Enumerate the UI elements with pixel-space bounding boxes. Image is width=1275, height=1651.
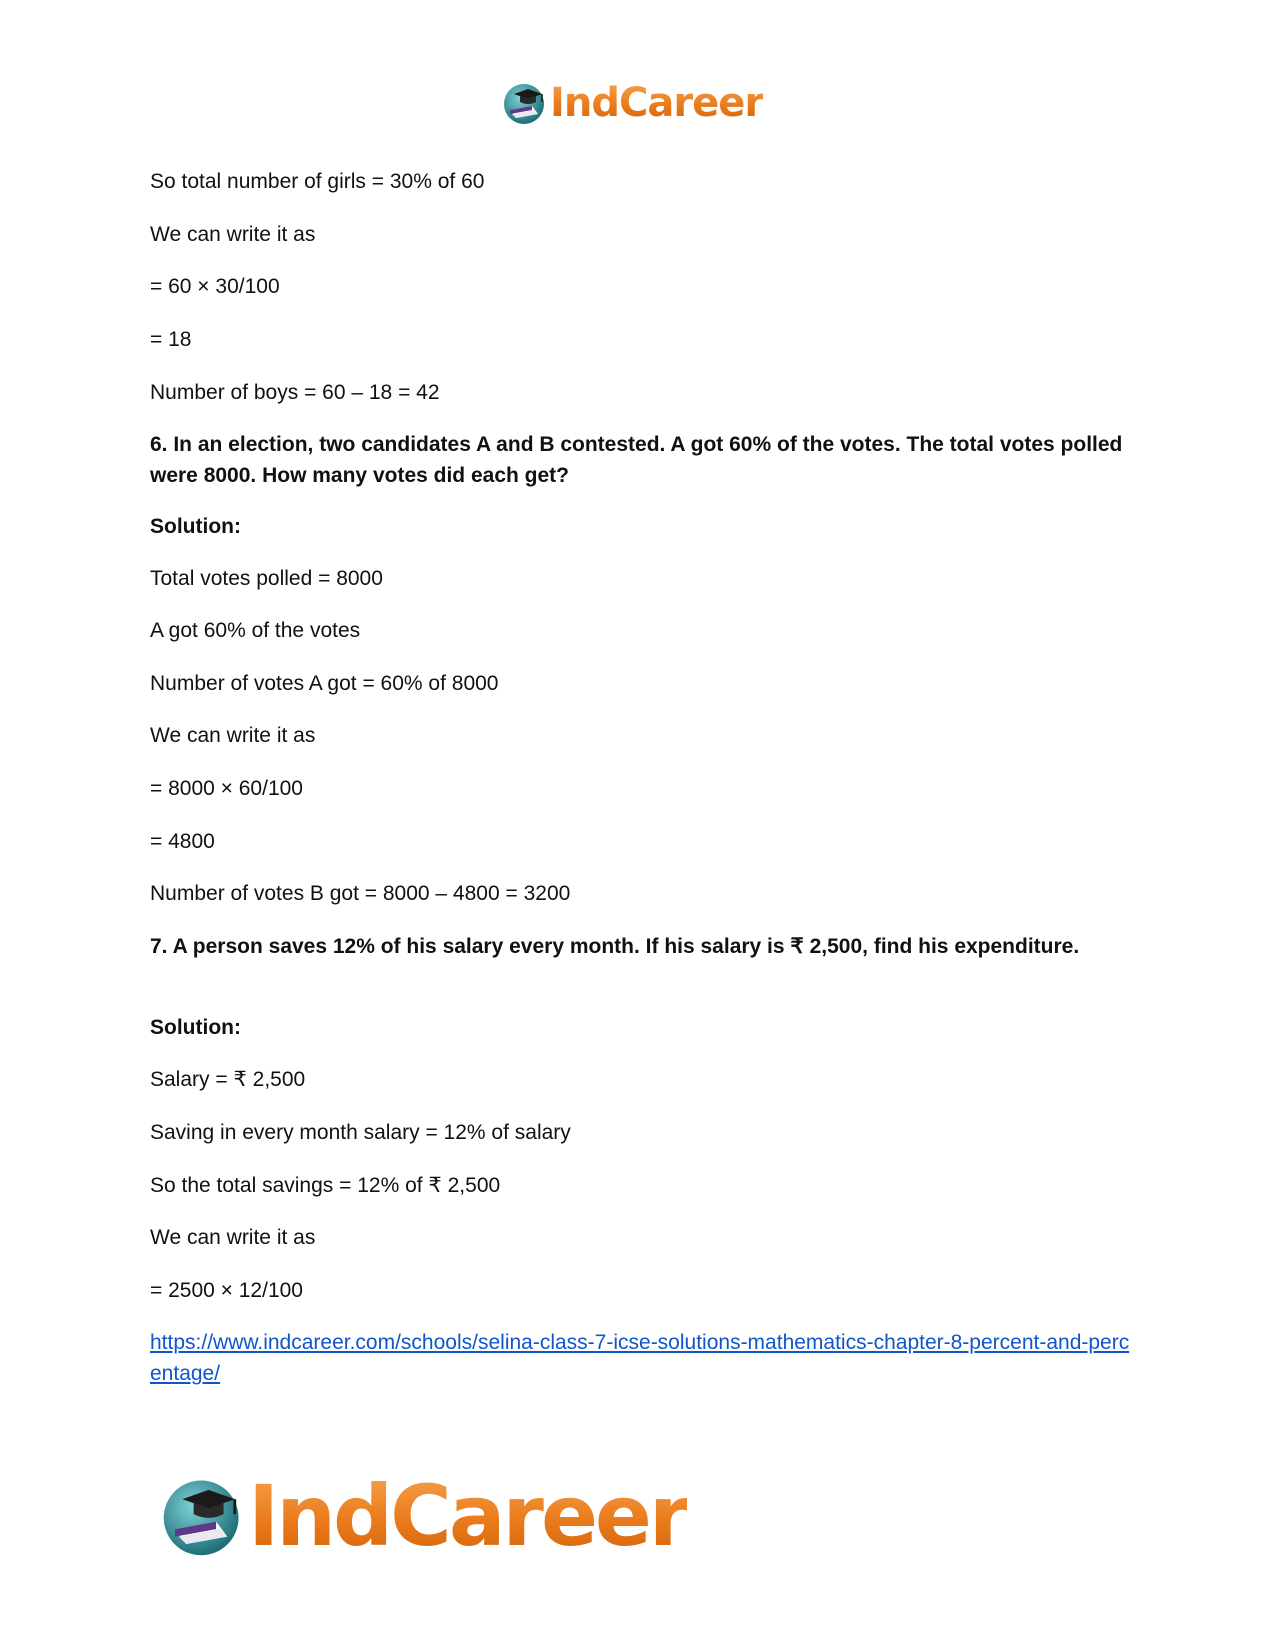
text-line: = 8000 × 60/100	[150, 777, 303, 800]
text-line: We can write it as	[150, 223, 316, 246]
question-7: 7. A person saves 12% of his salary every month. If his salary is ₹ 2,500, find his expenditure.	[150, 935, 1080, 958]
text-line: Number of votes A got = 60% of 8000	[150, 672, 499, 695]
logo-wordmark: IndCareer	[248, 1467, 688, 1565]
text-line: Saving in every month salary = 12% of salary	[150, 1121, 571, 1144]
text-line: = 60 × 30/100	[150, 275, 280, 298]
graduation-book-icon	[502, 80, 548, 126]
solution-heading: Solution:	[150, 1016, 241, 1039]
text-line: = 18	[150, 328, 192, 351]
question-6: 6. In an election, two candidates A and B contested. A got 60% of the votes. The total votes polled were 8000. How many votes did each get?	[150, 433, 1123, 487]
text-line: Number of boys = 60 – 18 = 42	[150, 381, 440, 404]
text-line: A got 60% of the votes	[150, 619, 361, 642]
text-line: Total votes polled = 8000	[150, 567, 383, 590]
text-line: = 4800	[150, 830, 215, 853]
logo-wordmark: IndCareer	[550, 80, 764, 126]
header-logo	[502, 78, 763, 128]
graduation-book-icon	[160, 1473, 246, 1559]
text-line: = 2500 × 12/100	[150, 1279, 303, 1302]
text-line: We can write it as	[150, 1226, 316, 1249]
text-line: So total number of girls = 30% of 60	[150, 170, 485, 193]
solution-heading: Solution:	[150, 515, 241, 538]
text-line: We can write it as	[150, 724, 316, 747]
source-link[interactable]: https://www.indcareer.com/schools/selina-class-7-icse-solutions-mathematics-chapter-8-percent-and-percentage/	[150, 1331, 1130, 1385]
text-line: So the total savings = 12% of ₹ 2,500	[150, 1174, 501, 1197]
text-line: Salary = ₹ 2,500	[150, 1068, 306, 1091]
text-line: Number of votes B got = 8000 – 4800 = 3200	[150, 882, 571, 905]
footer-logo	[160, 1468, 687, 1564]
